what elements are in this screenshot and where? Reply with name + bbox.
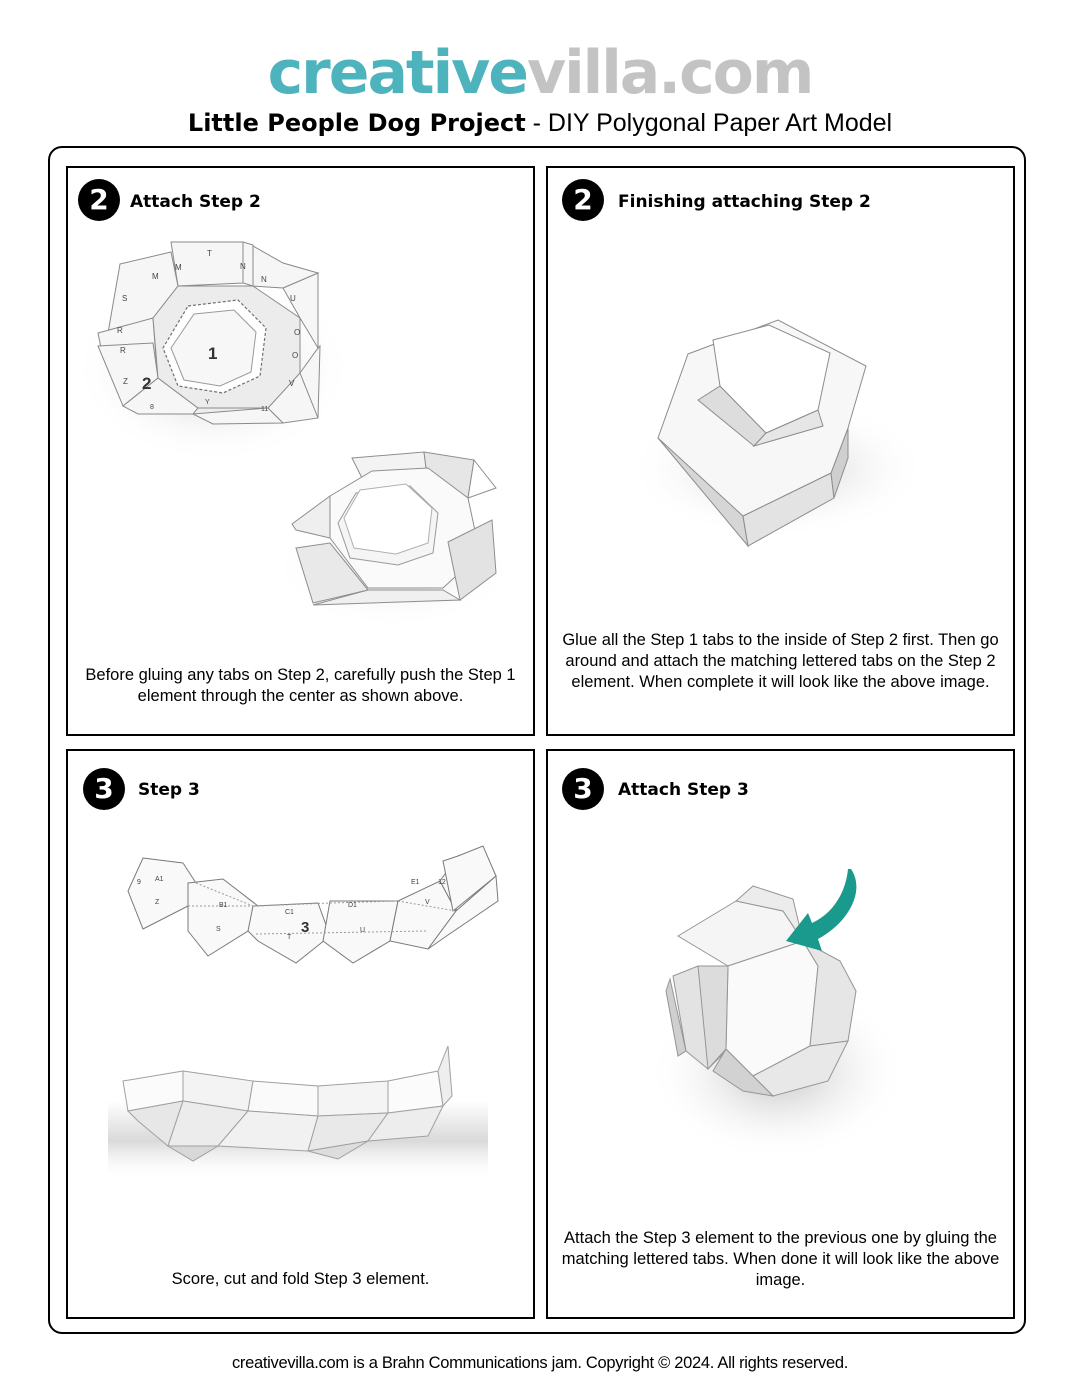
panel-attach-step-2 — [66, 166, 535, 736]
label-d1: D1 — [348, 902, 357, 909]
panel-title: Step 3 — [138, 780, 200, 800]
label-z: Z — [155, 899, 160, 906]
label-c1: C1 — [285, 909, 294, 916]
panel-title: Attach Step 2 — [130, 192, 261, 212]
step-number-badge: 2 — [78, 179, 120, 221]
label-3: 3 — [301, 919, 310, 936]
label-z: Z — [123, 377, 128, 386]
logo-part-creative: creative — [267, 38, 527, 108]
step-number-badge: 2 — [562, 179, 604, 221]
label-v: V — [289, 379, 295, 388]
label-o: O — [292, 351, 299, 360]
label-s: S — [122, 294, 128, 303]
panel-caption: Attach the Step 3 element to the previous one by gluing the matching lettered tabs. When done it will look like the above image. — [561, 1229, 1000, 1289]
label-r: R — [120, 346, 126, 355]
site-logo — [0, 38, 1080, 108]
pointer-arrow-icon — [786, 869, 856, 951]
step-3-flat-and-folded-illustration — [68, 751, 533, 1317]
label-u: U — [360, 927, 366, 934]
step-2-flat-and-folded-illustration — [68, 168, 533, 734]
project-subtitle: - DIY Polygonal Paper Art Model — [525, 109, 893, 137]
step-number-badge: 3 — [83, 768, 125, 810]
label-t: T — [287, 934, 292, 941]
label-m: M — [175, 263, 182, 272]
label-8: 8 — [150, 404, 154, 411]
label-n: N — [240, 262, 246, 271]
panel-step-3 — [66, 749, 535, 1319]
page-title — [0, 108, 1080, 138]
panel-attach-step-3 — [546, 749, 1015, 1319]
label-a1: A1 — [155, 876, 164, 883]
panel-caption: Score, cut and fold Step 3 element. — [171, 1270, 430, 1288]
step-number-badge: 3 — [562, 768, 604, 810]
label-12: 12 — [438, 879, 446, 886]
copyright-footer: creativevilla.com is a Brahn Communications jam. Copyright © 2024. All rights reserved. — [231, 1354, 849, 1372]
label-u: U — [290, 294, 296, 303]
panel-caption: Before gluing any tabs on Step 2, carefully push the Step 1 element through the center as shown above. — [85, 666, 516, 705]
panel-finishing-step-2 — [546, 166, 1015, 736]
label-1: 1 — [208, 344, 218, 363]
logo-part-villa: villa.com — [526, 38, 813, 108]
label-v: V — [425, 899, 430, 906]
label-n: N — [261, 275, 267, 284]
label-e1: E1 — [411, 879, 420, 886]
label-11: 11 — [261, 406, 269, 413]
label-9: 9 — [137, 879, 141, 886]
label-2: 2 — [142, 374, 152, 393]
label-o: O — [294, 328, 301, 337]
project-name: Little People Dog Project — [187, 109, 526, 137]
panel-caption: Glue all the Step 1 tabs to the inside of Step 2 first. Then go around and attach the matching lettered tabs on the Step 2 element. When complete it will look like the above image. — [562, 631, 999, 691]
label-m: M — [152, 272, 159, 281]
panel-title: Attach Step 3 — [618, 780, 749, 800]
label-r: R — [117, 326, 123, 335]
label-y: Y — [205, 399, 210, 406]
label-s: S — [216, 926, 221, 933]
label-t: T — [207, 249, 212, 258]
panel-title: Finishing attaching Step 2 — [618, 192, 871, 212]
label-b1: B1 — [219, 902, 228, 909]
